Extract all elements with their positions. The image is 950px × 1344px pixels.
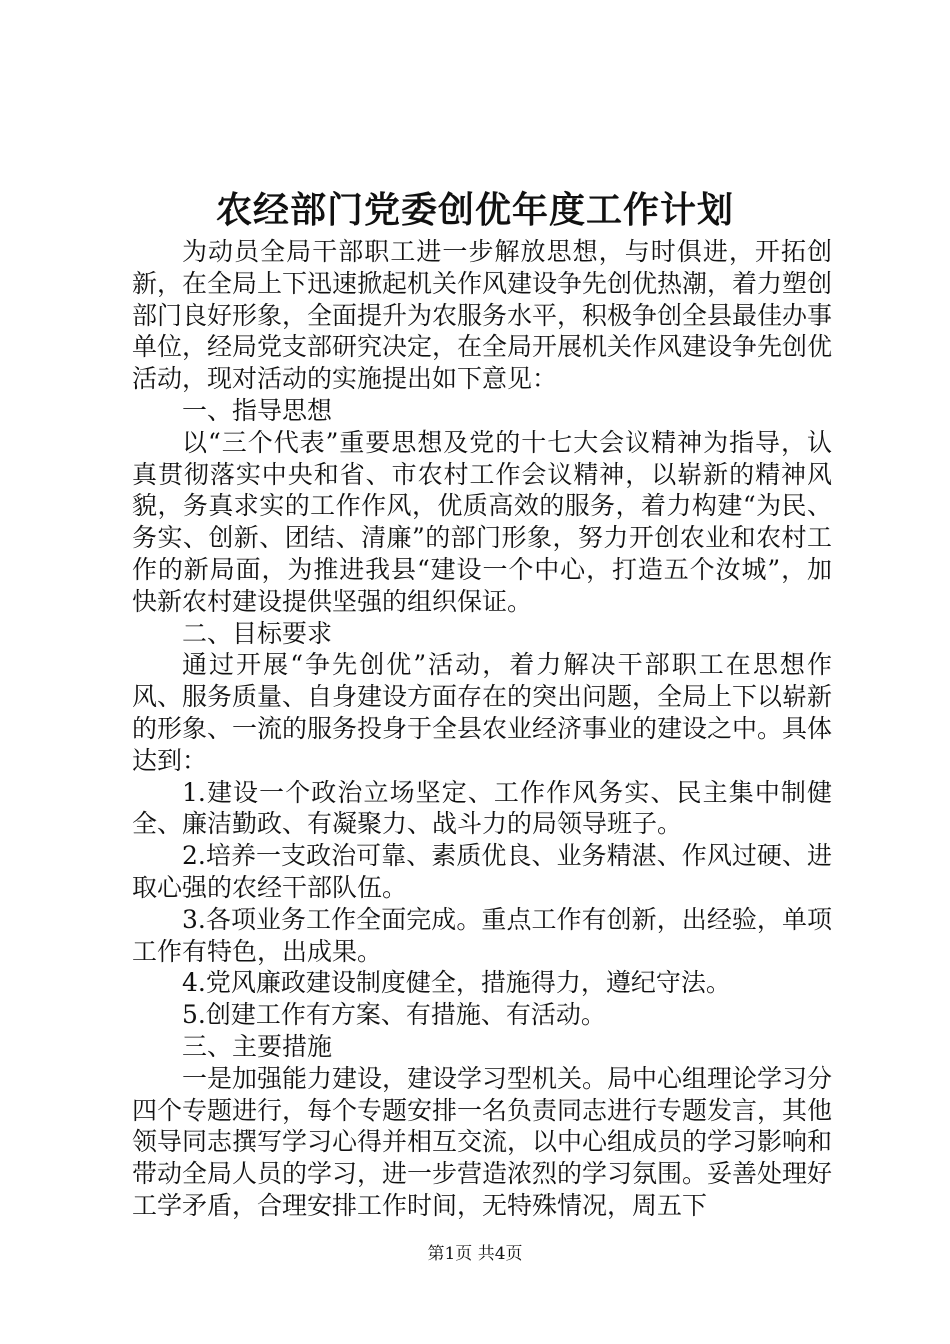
goal-item-1: 1.建设一个政治立场坚定、工作作风务实、民主集中制健全、廉洁勤政、有凝聚力、战斗力的局领导班子。 [132,777,832,839]
section-heading-goals: 二、目标要求 [182,618,333,648]
goal-item-4: 4.党风廉政建设制度健全，措施得力，遵纪守法。 [182,968,731,998]
guiding-ideology-paragraph: 以“三个代表”重要思想及党的十七大会议精神为指导，认真贯彻落实中央和省、市农村工作会议精神，以崭新的精神风貌，务真求实的工作作风，优质高效的服务，着力构建“为民、务实、创新、团结、清廉”的部门形象，努力开创农业和农村工作的新局面，为推进我县“建设一个中心，打造五个汝城”，加快新农村建设提供坚强的组织保证。 [132,427,832,616]
document-body [132,236,832,1222]
section-heading-guiding-ideology: 一、指导思想 [182,395,333,425]
document-title: 农经部门党委创优年度工作计划 [215,189,734,231]
page-footer: 第1页 共4页 [427,1244,523,1264]
section-heading-measures: 三、主要措施 [182,1031,333,1061]
goal-item-3: 3.各项业务工作全面完成。重点工作有创新，出经验，单项工作有特色，出成果。 [132,904,832,966]
goals-paragraph: 通过开展“争先创优”活动，着力解决干部职工在思想作风、服务质量、自身建设方面存在的突出问题，全局上下以崭新的形象、一流的服务投身于全县农业经济事业的建设之中。具体达到： [132,650,833,775]
intro-paragraph: 为动员全局干部职工进一步解放思想，与时俱进，开拓创新，在全局上下迅速掀起机关作风建设争先创优热潮，着力塑创部门良好形象，全面提升为农服务水平，积极争创全县最佳办事单位，经局党支部研究决定，在全局开展机关作风建设争先创优活动，现对活动的实施提出如下意见： [132,237,833,394]
measures-paragraph: 一是加强能力建设，建设学习型机关。局中心组理论学习分四个专题进行，每个专题安排一名负责同志进行专题发言，其他领导同志撰写学习心得并相互交流，以中心组成员的学习影响和带动全局人员的学习，进一步营造浓烈的学习氛围。妥善处理好工学矛盾，合理安排工作时间，无特殊情况，周五下 [132,1063,833,1220]
goal-item-5: 5.创建工作有方案、有措施、有活动。 [182,1000,606,1030]
goal-item-2: 2.培养一支政治可靠、素质优良、业务精湛、作风过硬、进取心强的农经干部队伍。 [132,841,832,902]
